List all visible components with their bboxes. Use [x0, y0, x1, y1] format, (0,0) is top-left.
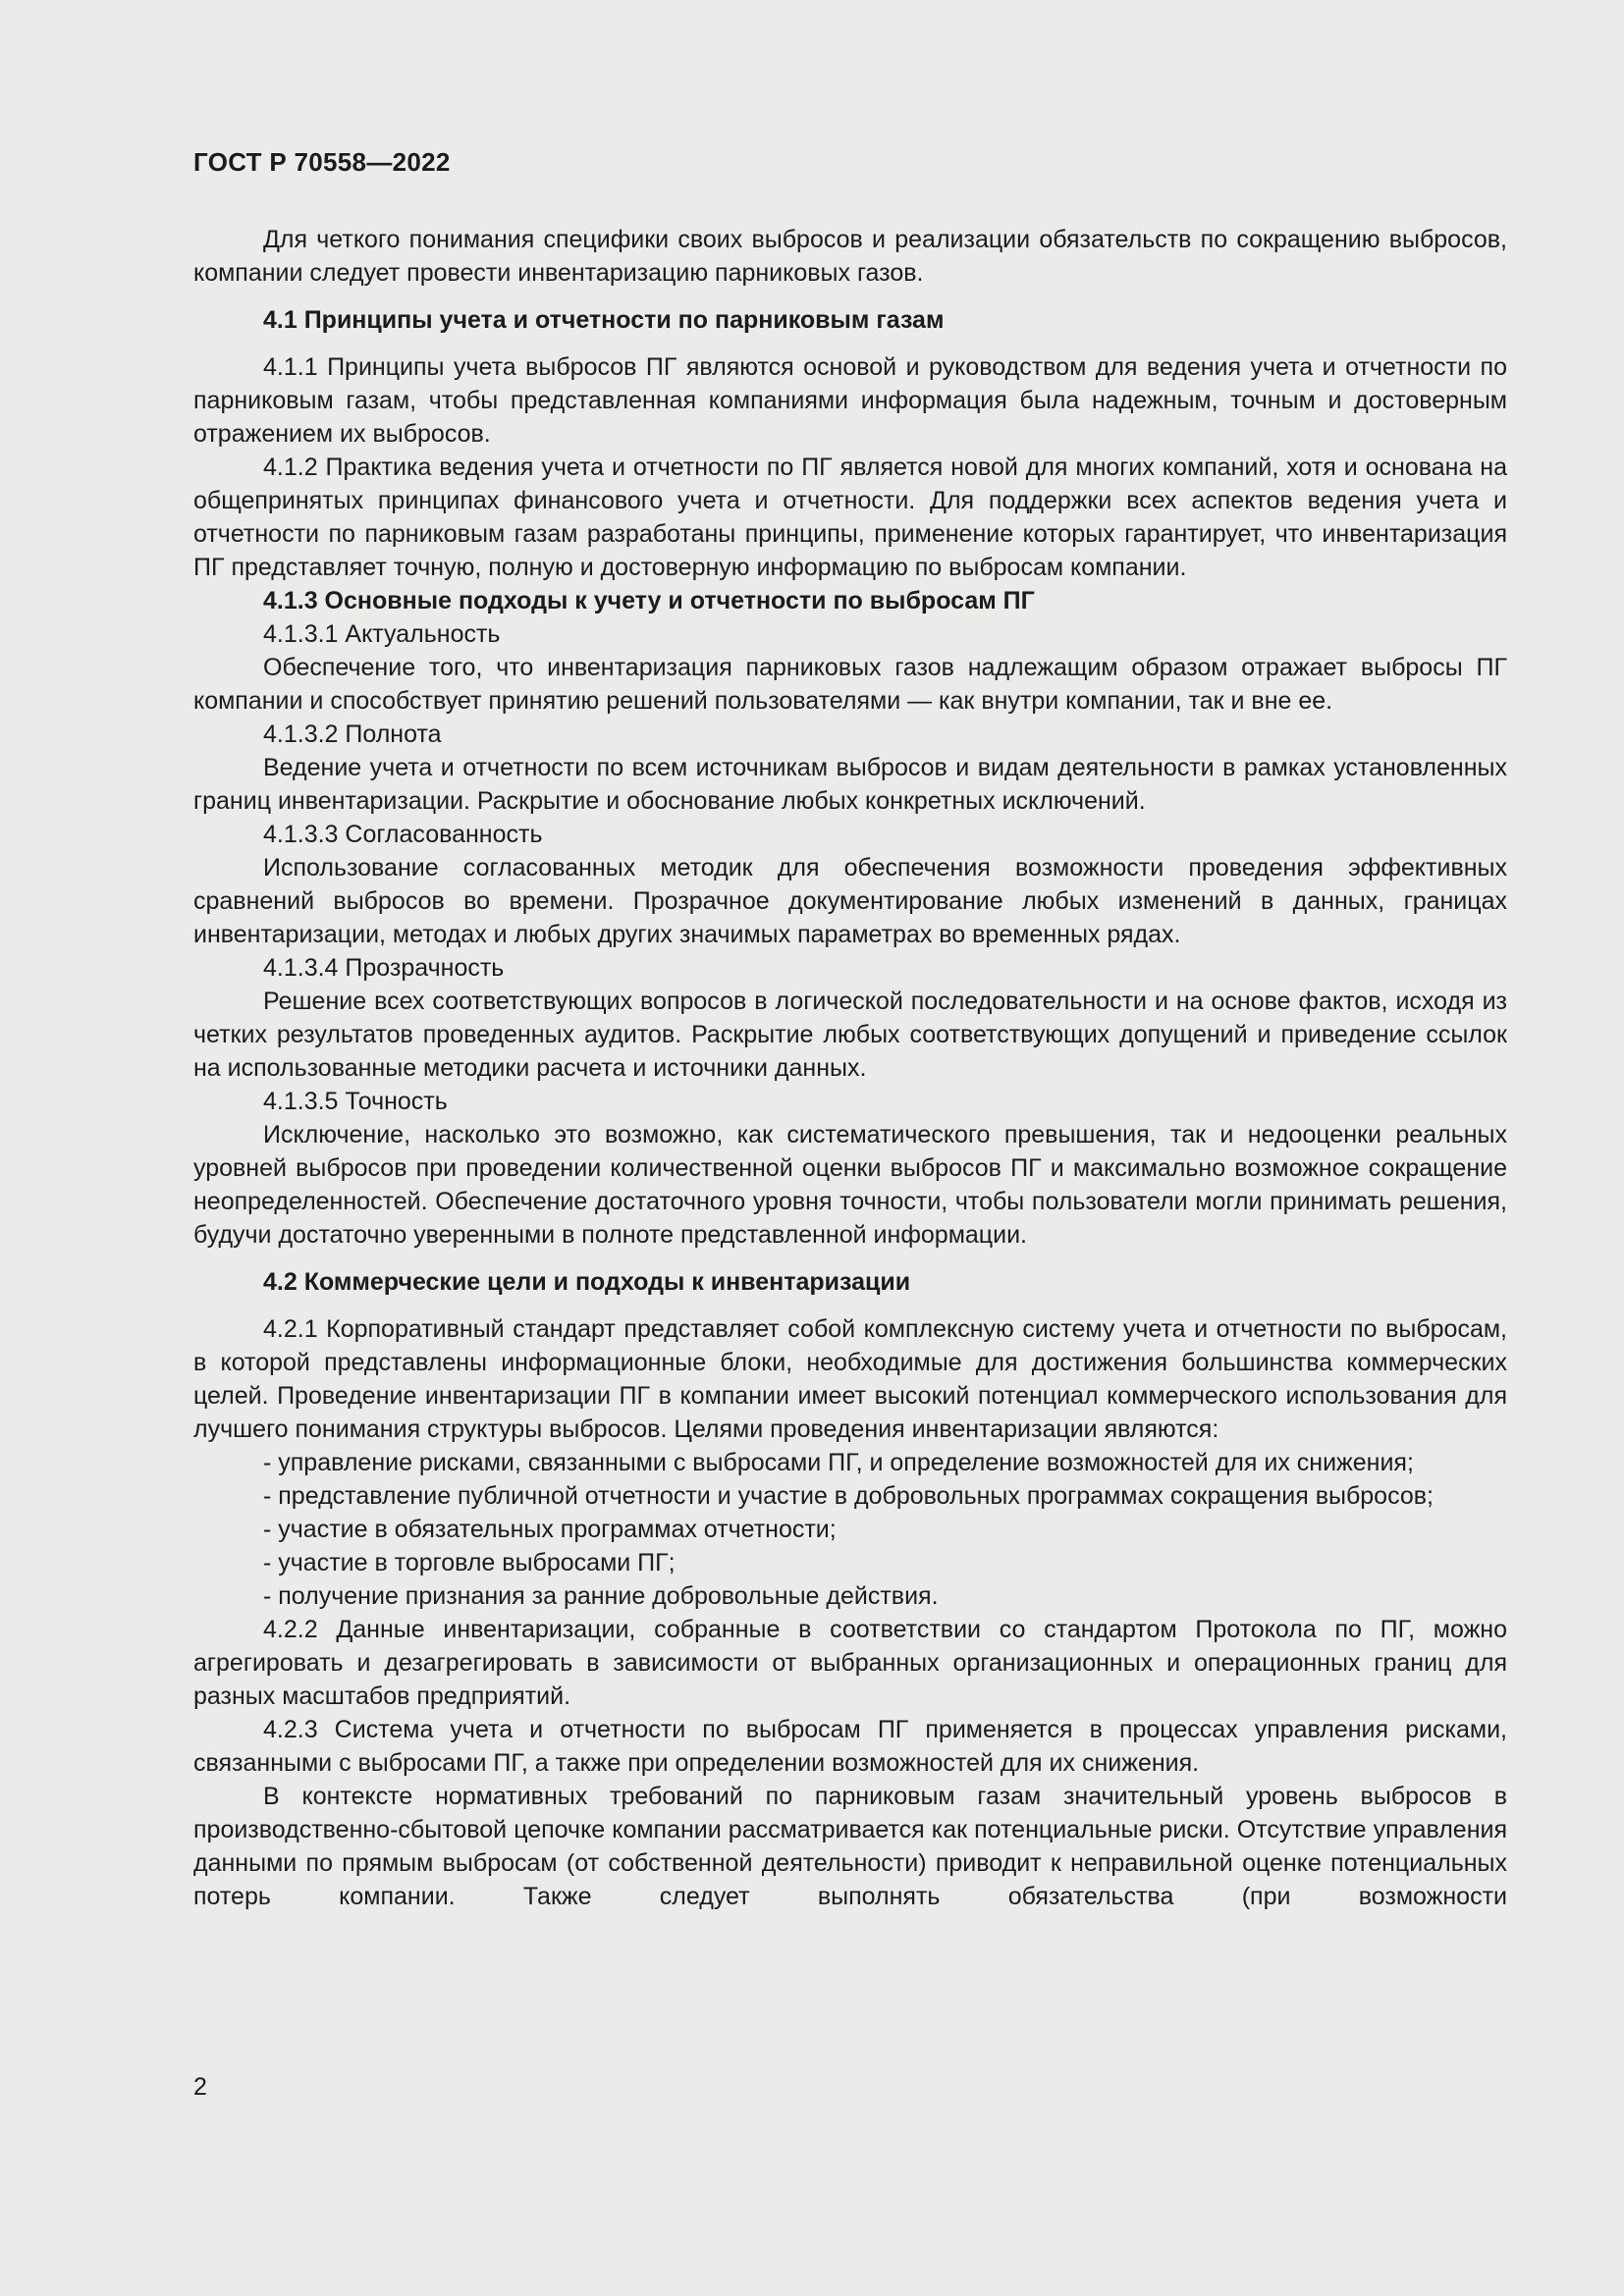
subheading-4-1-3-3: 4.1.3.3 Согласованность — [263, 821, 543, 848]
paragraph-4-2-3-context: В контексте нормативных требований по парниковым газам значительный уровень выбросов в производственно-сбытовой цепочке компании рассматривается как потенциальные риски. Отсутствие управления данными по прямым выбросам (от собственной деятельности) приводит к неправильной оценке потенциальных потерь компании. Также следует выполнять обязательства (при возможности — [193, 1783, 1507, 1910]
paragraph-4-1-3-3: Использование согласованных методик для обеспечения возможности проведения эффективных сравнений выбросов во времени. Прозрачное документирование любых изменений в данных, границах инвентаризации, методах и любых других значимых параметрах во временных рядах. — [193, 854, 1507, 948]
list-item: - получение признания за ранние добровольные действия. — [263, 1582, 939, 1610]
paragraph-4-1-1: 4.1.1 Принципы учета выбросов ПГ являются основой и руководством для ведения учета и отчетности по парниковым газам, чтобы представленная компаниями информация была надежным, точным и достоверным отражением их выбросов. — [193, 353, 1507, 448]
section-heading-4-1-3: 4.1.3 Основные подходы к учету и отчетности по выбросам ПГ — [263, 587, 1035, 614]
document-body — [193, 223, 1507, 1913]
paragraph-4-1-2: 4.1.2 Практика ведения учета и отчетности по ПГ является новой для многих компаний, хотя и основана на общепринятых принципах финансового учета и отчетности. Для поддержки всех аспектов ведения учета и отчетности по парниковым газам разработаны принципы, применение которых гарантирует, что инвентаризация ПГ представляет точную, полную и достоверную информацию по выбросам компании. — [193, 454, 1507, 581]
paragraph-4-2-1: 4.2.1 Корпоративный стандарт представляет собой комплексную систему учета и отчетности по выбросам, в которой представлены информационные блоки, необходимые для достижения большинства коммерческих целей. Проведение инвентаризации ПГ в компании имеет высокий потенциал коммерческого использования для лучшего понимания структуры выбросов. Целями проведения инвентаризации являются: — [193, 1315, 1507, 1443]
subheading-4-1-3-5: 4.1.3.5 Точность — [263, 1088, 448, 1115]
intro-paragraph: Для четкого понимания специфики своих выбросов и реализации обязательств по сокращению выбросов, компании следует провести инвентаризацию парниковых газов. — [193, 226, 1507, 287]
subheading-4-1-3-2: 4.1.3.2 Полнота — [263, 721, 442, 748]
list-item: - участие в торговле выбросами ПГ; — [263, 1549, 676, 1576]
paragraph-4-2-2: 4.2.2 Данные инвентаризации, собранные в соответствии со стандартом Протокола по ПГ, можно агрегировать и дезагрегировать в зависимости от выбранных организационных и операционных границ для разных масштабов предприятий. — [193, 1616, 1507, 1710]
subheading-4-1-3-4: 4.1.3.4 Прозрачность — [263, 954, 505, 982]
paragraph-4-1-3-4: Решение всех соответствующих вопросов в логической последовательности и на основе фактов, исходя из четких результатов проведенных аудитов. Раскрытие любых соответствующих допущений и приведение ссылок на использованные методики расчета и источники данных. — [193, 988, 1507, 1082]
list-item: - управление рисками, связанными с выбросами ПГ, и определение возможностей для их снижения; — [263, 1449, 1414, 1476]
list-item: - участие в обязательных программах отчетности; — [263, 1516, 837, 1543]
section-heading-4-1: 4.1 Принципы учета и отчетности по парниковым газам — [263, 306, 945, 334]
document-header: ГОСТ Р 70558—2022 — [193, 147, 451, 177]
page-number: 2 — [193, 2073, 207, 2101]
subheading-4-1-3-1: 4.1.3.1 Актуальность — [263, 620, 501, 648]
section-heading-4-2: 4.2 Коммерческие цели и подходы к инвентаризации — [263, 1268, 911, 1296]
paragraph-4-2-3: 4.2.3 Система учета и отчетности по выбросам ПГ применяется в процессах управления рисками, связанными с выбросами ПГ, а также при определении возможностей для их снижения. — [193, 1716, 1507, 1777]
list-item: - представление публичной отчетности и участие в добровольных программах сокращения выбросов; — [263, 1482, 1434, 1510]
paragraph-4-1-3-2: Ведение учета и отчетности по всем источникам выбросов и видам деятельности в рамках установленных границ инвентаризации. Раскрытие и обоснование любых конкретных исключений. — [193, 754, 1507, 815]
paragraph-4-1-3-5: Исключение, насколько это возможно, как систематического превышения, так и недооценки реальных уровней выбросов при проведении количественной оценки выбросов ПГ и максимально возможное сокращение неопределенностей. Обеспечение достаточного уровня точности, чтобы пользователи могли принимать решения, будучи достаточно уверенными в полноте представленной информации. — [193, 1121, 1507, 1249]
paragraph-4-1-3-1: Обеспечение того, что инвентаризация парниковых газов надлежащим образом отражает выбросы ПГ компании и способствует принятию решений пользователями — как внутри компании, так и вне ее. — [193, 654, 1507, 715]
